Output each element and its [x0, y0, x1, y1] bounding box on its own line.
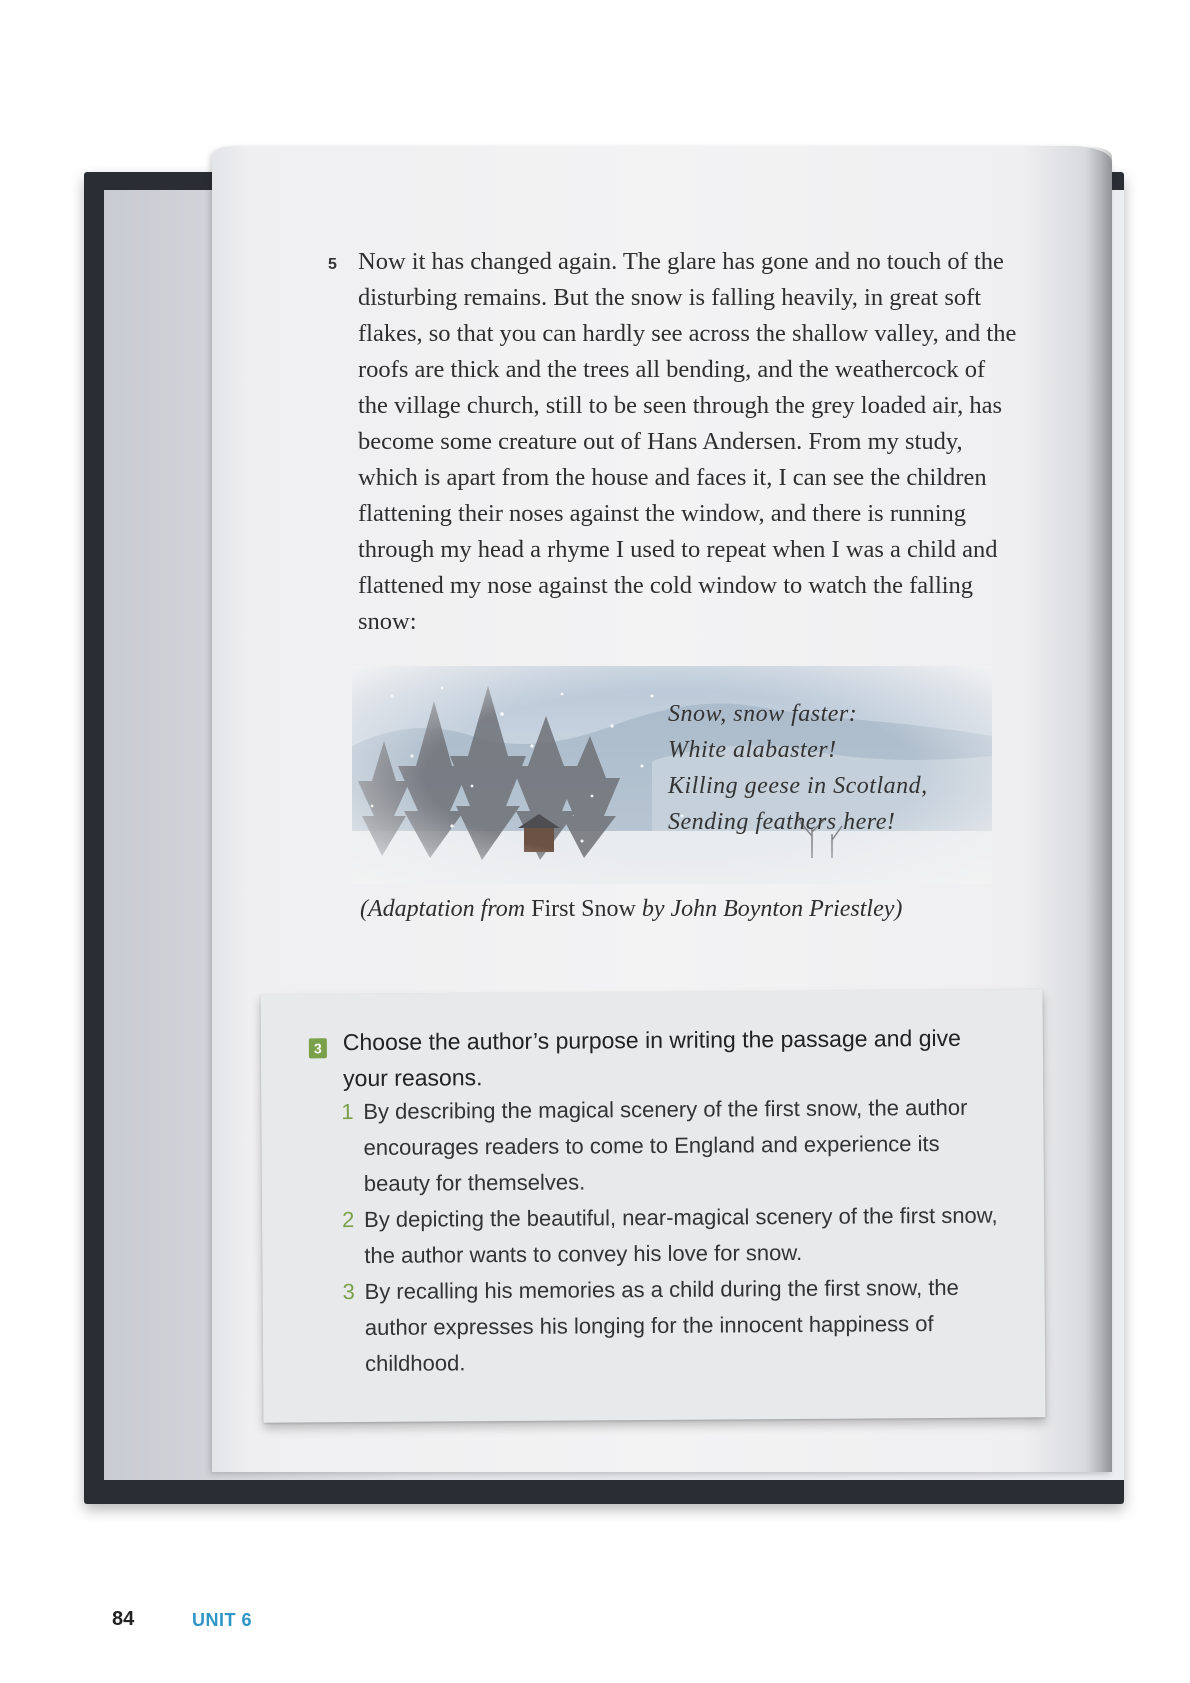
option-number: 2 [342, 1207, 355, 1233]
option-number: 1 [341, 1099, 354, 1125]
option-text: By recalling his memories as a child during the first snow, the author expresses his longing for the innocent happiness of childhood. [364, 1274, 959, 1377]
task-number-badge: 3 [309, 1038, 327, 1058]
source-attribution [360, 896, 902, 923]
task-options [341, 1090, 1003, 1383]
passage-text: Now it has changed again. The glare has gone and no touch of the disturbing remains. But the snow is falling heavily, in great soft flakes, so that you can hardly see across the shallow valley, and the roofs are thick and the trees all bending, and the weathercock of the village church, still to be seen through the grey loaded air, has become some creature out of Hans Andersen. From my study, which is apart from the house and faces it, I can see the children flattening their noses against the window, and there is running through my head a rhyme I used to repeat when I was a child and flattened my nose against the cold window to watch the falling snow: [358, 248, 1017, 635]
unit-label: UNIT 6 [192, 1610, 253, 1630]
attribution-author: by John Boynton Priestley) [641, 896, 903, 922]
task-option [341, 1090, 1002, 1203]
poem-line: Sending feathers here! [668, 809, 896, 835]
option-text: By depicting the beautiful, near-magical scenery of the first snow, the author wants to convey his love for snow. [364, 1202, 998, 1269]
page-curl-shadow [1086, 146, 1112, 1472]
task-option [342, 1198, 1002, 1275]
task-option [342, 1270, 1003, 1383]
poem-line: Killing geese in Scotland, [668, 773, 928, 799]
page-number: 84 [112, 1608, 135, 1630]
poem [668, 696, 928, 840]
task-question: Choose the author’s purpose in writing the passage and give your reasons. [342, 1024, 961, 1092]
poem-line: Snow, snow faster: [668, 701, 858, 727]
attribution-work-title: First Snow [531, 896, 636, 922]
option-text: By describing the magical scenery of the first snow, the author encourages readers to come to England and experience its beauty for themselves. [363, 1094, 968, 1197]
paragraph-number: 5 [328, 256, 337, 273]
option-number: 3 [342, 1279, 355, 1305]
poem-line: White alabaster! [668, 737, 837, 763]
attribution-prefix: (Adaptation from [360, 896, 526, 922]
task-card [261, 989, 1046, 1422]
